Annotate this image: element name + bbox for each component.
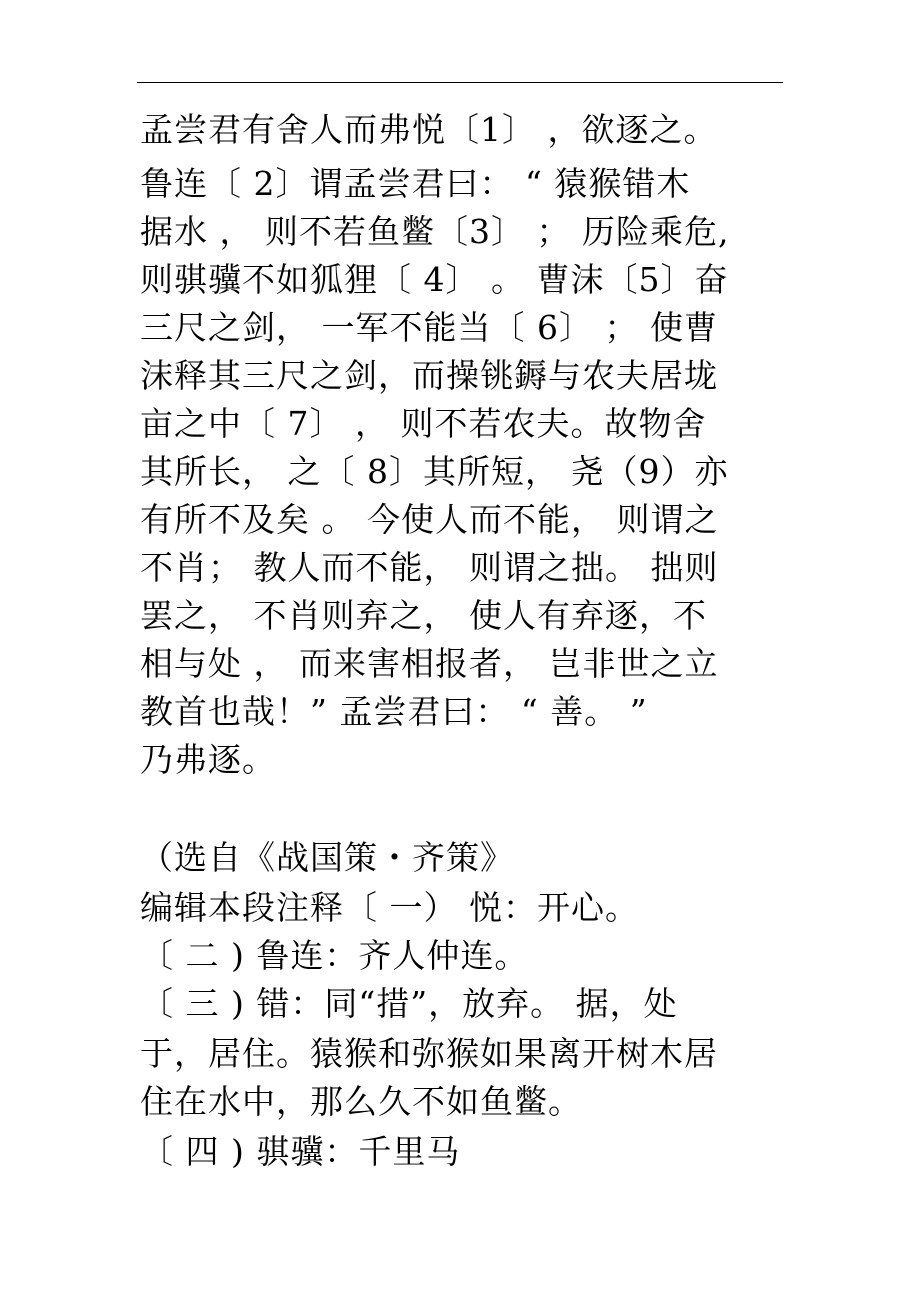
text-line: 亩之中〔 7〕 ， 则不若农夫。故物舍 <box>140 404 707 443</box>
notes-line: 〔 三 ) 错：同“措”，放弃。 据，处 <box>140 984 678 1023</box>
text-line: 沫释其三尺之剑，而操铫鎒与农夫居垅 <box>140 356 718 395</box>
notes-line: 住在水中，那么久不如鱼鳖。 <box>140 1082 582 1121</box>
notes-line: 编辑本段注释〔 一） 悦：开心。 <box>140 888 639 927</box>
text-line: 据水 ， 则不若鱼鳖〔3〕 ； 历险乘危, <box>140 212 730 251</box>
text-line: 鲁连〔 2〕谓孟尝君曰： “ 猿猴错木 <box>140 164 691 203</box>
text-line: 不肖； 教人而不能， 则谓之拙。 拙则 <box>140 548 719 587</box>
notes-line: 于，居住。猿猴和弥猴如果离开树木居 <box>140 1034 718 1073</box>
text-line: 相与处 ， 而来害相报者， 岂非世之立 <box>140 644 719 683</box>
text-line: 罢之， 不肖则弃之， 使人有弃逐，不 <box>140 596 707 635</box>
text-line: 有所不及矣 。 今使人而不能， 则谓之 <box>140 500 719 539</box>
header-rule <box>137 82 783 83</box>
source-line: （选自《战国策・齐策》 <box>140 838 514 877</box>
notes-line: 〔 四 ) 骐骥：千里马 <box>140 1132 461 1171</box>
text-line: 三尺之剑， 一军不能当〔 6〕 ； 使曹 <box>140 308 718 347</box>
text-line: 则骐骥不如狐狸〔 4〕 。 曹沫〔5〕奋 <box>140 260 729 299</box>
text-line: 其所长， 之〔 8〕其所短， 尧（9）亦 <box>140 452 729 491</box>
text-line: 教首也哉！” 孟尝君曰： “ 善。 ” <box>140 692 648 731</box>
notes-line: 〔 二 ) 鲁连：齐人仲连。 <box>140 936 529 975</box>
text-line: 乃弗逐。 <box>140 740 276 779</box>
text-line: 孟尝君有舍人而弗悦〔1〕 ，欲逐之。 <box>140 110 718 149</box>
